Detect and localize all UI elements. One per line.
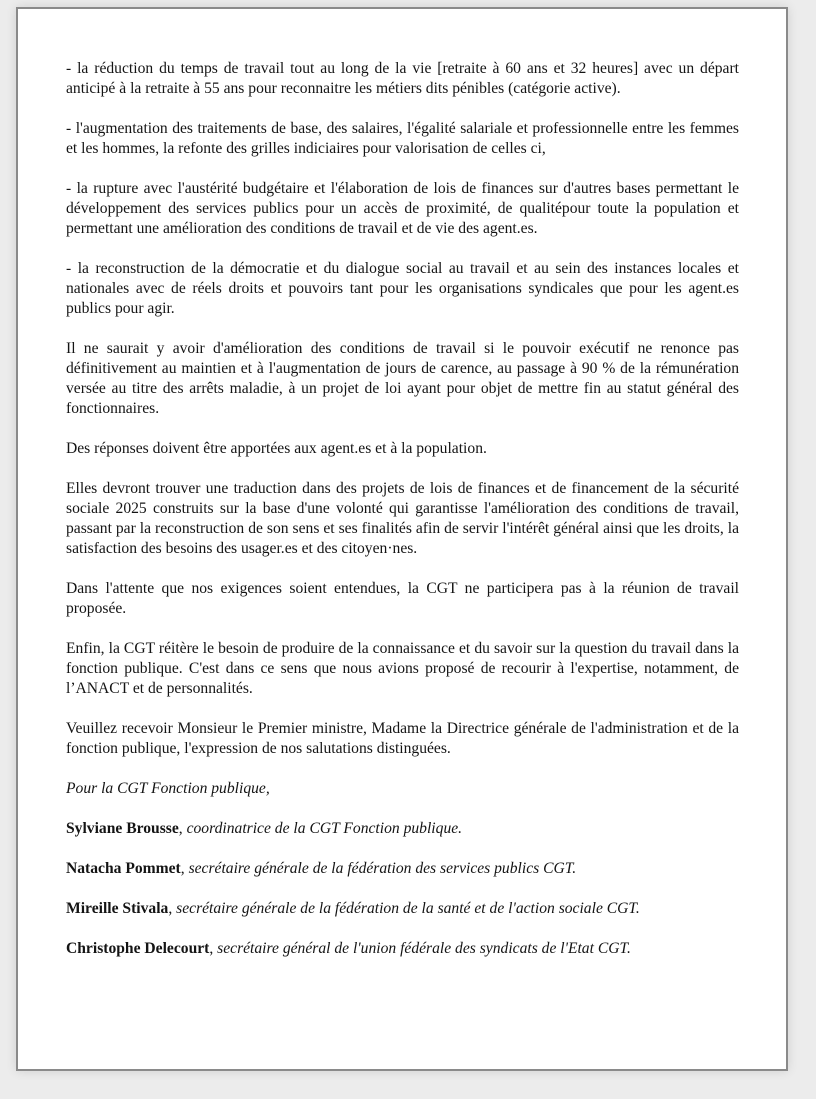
signatory-role: secrétaire générale de la fédération des services publics CGT. bbox=[188, 860, 577, 877]
signatory-separator: , bbox=[168, 900, 177, 917]
signatory-separator: , bbox=[209, 940, 218, 957]
paragraph-democracy: - la reconstruction de la démocratie et du dialogue social au travail et au sein des instances locales et nationales avec de réels droits et pouvoirs tant pour les organisations syndicales que pour les agent.es publics pour agir. bbox=[66, 260, 739, 317]
signatory-name: Sylviane Brousse bbox=[66, 820, 179, 837]
paragraph-austerity: - la rupture avec l'austérité budgétaire et l'élaboration de lois de finances sur d'autres bases permettant le développement des services publics pour un accès de proximité, de qualitépour toute la population et permettant une amélioration des conditions de travail et de vie des agent.es. bbox=[66, 180, 739, 237]
signatory-role: secrétaire général de l'union fédérale des syndicats de l'Etat CGT. bbox=[217, 940, 631, 957]
signatory-separator: , bbox=[178, 820, 187, 837]
closing-line: Pour la CGT Fonction publique, bbox=[66, 780, 270, 797]
signatory-line bbox=[66, 939, 739, 959]
document-page bbox=[16, 7, 788, 1071]
paragraph-expertise: Enfin, la CGT réitère le besoin de produire de la connaissance et du savoir sur la question du travail dans la fonction publique. C'est dans ce sens que nous avions proposé de recourir à l'expertise, notamment, de l’ANACT et de personnalités. bbox=[66, 640, 739, 697]
signatory-separator: , bbox=[180, 860, 189, 877]
signatory-name: Mireille Stivala bbox=[66, 900, 169, 917]
signatory-line bbox=[66, 899, 739, 919]
paragraph-salutation: Veuillez recevoir Monsieur le Premier ministre, Madame la Directrice générale de l'administration et de la fonction publique, l'expression de nos salutations distinguées. bbox=[66, 720, 739, 757]
paragraph-meeting-refusal: Dans l'attente que nos exigences soient entendues, la CGT ne participera pas à la réunion de travail proposée. bbox=[66, 580, 739, 617]
document-body bbox=[66, 59, 739, 979]
signatory-line bbox=[66, 819, 739, 839]
signatory-role: secrétaire générale de la fédération de la santé et de l'action sociale CGT. bbox=[176, 900, 640, 917]
paragraph-salaries: - l'augmentation des traitements de base, des salaires, l'égalité salariale et professionnelle entre les femmes et les hommes, la refonte des grilles indiciaires pour valorisation de celles ci, bbox=[66, 120, 739, 157]
signatory-name: Natacha Pommet bbox=[66, 860, 181, 877]
paragraph-working-conditions: Il ne saurait y avoir d'amélioration des conditions de travail si le pouvoir exécutif ne renonce pas définitivement au maintien et à l'augmentation de jours de carence, au passage à 90 % de la rémunération versée au titre des arrêts maladie, à un projet de loi ayant pour objet de mettre fin au statut général des fonctionnaires. bbox=[66, 340, 739, 417]
signatory-name: Christophe Delecourt bbox=[66, 940, 210, 957]
paragraph-retirement: - la réduction du temps de travail tout au long de la vie [retraite à 60 ans et 32 heures] avec un départ anticipé à la retraite à 55 ans pour reconnaitre les métiers dits pénibles (catégorie active). bbox=[66, 60, 739, 97]
paragraph-responses: Des réponses doivent être apportées aux agent.es et à la population. bbox=[66, 440, 487, 457]
signatory-line bbox=[66, 859, 739, 879]
paragraph-finance-laws: Elles devront trouver une traduction dans des projets de lois de finances et de financement de la sécurité sociale 2025 construits sur la base d'une volonté qui garantisse l'amélioration des conditions de travail, passant par la reconstruction de son sens et ses finalités afin de servir l'intérêt général ainsi que les droits, la satisfaction des besoins des usager.es et des citoyen·nes. bbox=[66, 480, 739, 557]
signatory-role: coordinatrice de la CGT Fonction publique. bbox=[186, 820, 463, 837]
